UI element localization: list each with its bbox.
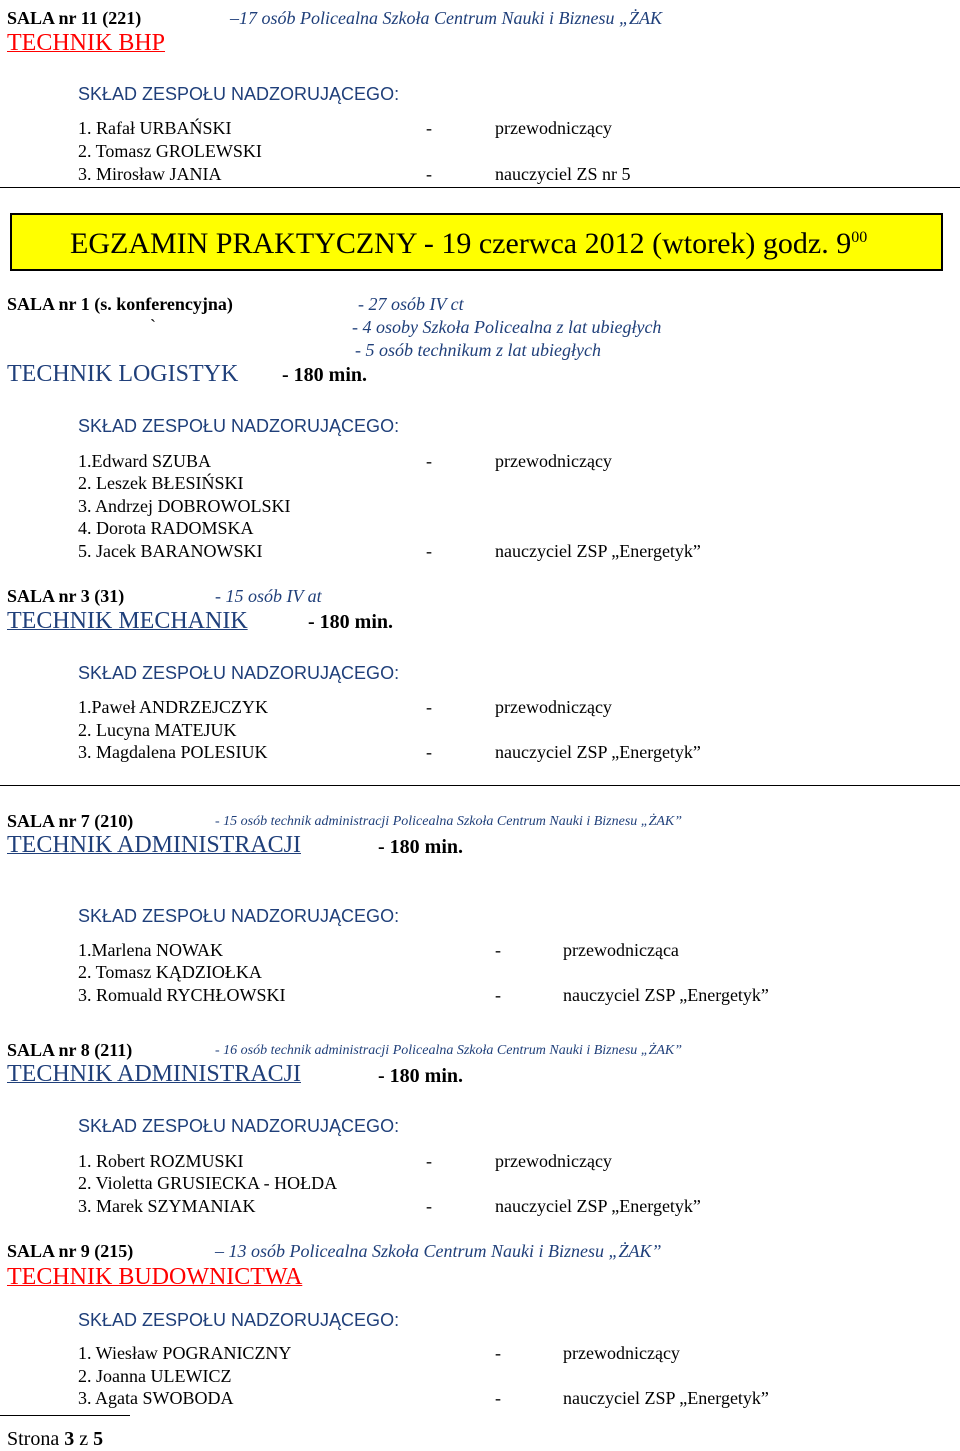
sala-7-note: - 15 osób technik administracji Policealna Szkoła Centrum Nauki i Biznesu „ŻAK” [215, 814, 683, 829]
member-role: nauczyciel ZS nr 5 [495, 164, 631, 184]
footer-divider [0, 1415, 130, 1416]
duration: - 180 min. [378, 836, 463, 858]
duration: - 180 min. [308, 611, 393, 633]
sala-11-title: SALA nr 11 (221) [7, 8, 142, 28]
member-name: 3. Andrzej DOBROWOLSKI [78, 496, 291, 516]
member-dash: - [426, 541, 432, 561]
member-dash: - [495, 1388, 501, 1408]
member-role: przewodniczący [563, 1343, 680, 1363]
member-role: nauczyciel ZSP „Energetyk” [495, 541, 701, 561]
duration: - 180 min. [378, 1065, 463, 1087]
member-dash: - [426, 697, 432, 717]
sklad-heading: SKŁAD ZESPOŁU NADZORUJĄCEGO: [78, 906, 400, 926]
sklad-heading: SKŁAD ZESPOŁU NADZORUJĄCEGO: [78, 416, 400, 436]
member-role: przewodniczący [495, 697, 612, 717]
sklad-heading: SKŁAD ZESPOŁU NADZORUJĄCEGO: [78, 84, 400, 104]
member-name: 3. Magdalena POLESIUK [78, 742, 268, 762]
member-dash: - [495, 940, 501, 960]
member-name: 2. Tomasz KĄDZIOŁKA [78, 962, 262, 982]
sala-1-note: - 5 osób technikum z lat ubiegłych [355, 340, 601, 360]
member-name: 1.Marlena NOWAK [78, 940, 223, 960]
member-dash: - [426, 451, 432, 471]
divider [0, 785, 960, 786]
member-dash: - [495, 985, 501, 1005]
duration: - 180 min. [282, 364, 367, 386]
exam-banner [10, 213, 943, 271]
sala-7-title: SALA nr 7 (210) [7, 811, 134, 831]
member-name: 1.Edward SZUBA [78, 451, 211, 471]
page-total: 5 [93, 1428, 104, 1450]
member-role: przewodniczący [495, 1151, 612, 1171]
member-dash: - [426, 164, 432, 184]
sklad-heading: SKŁAD ZESPOŁU NADZORUJĄCEGO: [78, 1116, 400, 1136]
member-role: przewodnicząca [563, 940, 679, 960]
member-role: przewodniczący [495, 451, 612, 471]
technik-administracji-title: TECHNIK ADMINISTRACJI [7, 1061, 301, 1087]
technik-logistyk-title: TECHNIK LOGISTYK [7, 361, 239, 387]
member-name: 2. Lucyna MATEJUK [78, 720, 237, 740]
member-dash: - [426, 118, 432, 138]
member-role: nauczyciel ZSP „Energetyk” [563, 1388, 769, 1408]
sala-1-note: - 27 osób IV ct [358, 294, 464, 314]
member-name: 3. Mirosław JANIA [78, 164, 222, 184]
member-role: przewodniczący [495, 118, 612, 138]
page-number [7, 1428, 103, 1451]
member-dash: - [426, 1151, 432, 1171]
member-name: 1. Rafał URBAŃSKI [78, 118, 232, 138]
exam-banner-text [70, 227, 867, 261]
member-name: 3. Marek SZYMANIAK [78, 1196, 256, 1216]
member-name: 2. Leszek BŁESIŃSKI [78, 473, 244, 493]
member-name: 2. Tomasz GROLEWSKI [78, 141, 262, 161]
sala-9-title: SALA nr 9 (215) [7, 1241, 134, 1261]
exam-banner-superscript: 00 [851, 229, 868, 246]
page-prefix: Strona [7, 1428, 65, 1450]
sklad-heading: SKŁAD ZESPOŁU NADZORUJĄCEGO: [78, 1310, 400, 1330]
member-name: 2. Joanna ULEWICZ [78, 1366, 232, 1386]
page-current: 3 [64, 1428, 75, 1450]
sala-11-note: –17 osób Policealna Szkoła Centrum Nauki i Biznesu „ŻAK [230, 8, 662, 28]
technik-administracji-title: TECHNIK ADMINISTRACJI [7, 832, 301, 858]
member-name: 4. Dorota RADOMSKA [78, 518, 254, 538]
sala-9-note: – 13 osób Policealna Szkoła Centrum Nauki i Biznesu „ŻAK” [215, 1241, 662, 1261]
sklad-heading: SKŁAD ZESPOŁU NADZORUJĄCEGO: [78, 663, 400, 683]
sala-3-note: - 15 osób IV at [215, 586, 322, 606]
exam-banner-main: EGZAMIN PRAKTYCZNY - 19 czerwca 2012 (wtorek) godz. 9 [70, 227, 852, 260]
sala-8-title: SALA nr 8 (211) [7, 1040, 133, 1060]
member-name: 1.Paweł ANDRZEJCZYK [78, 697, 268, 717]
member-name: 3. Romuald RYCHŁOWSKI [78, 985, 286, 1005]
divider [0, 187, 960, 188]
sala-1-note: - 4 osoby Szkoła Policealna z lat ubiegłych [352, 317, 662, 337]
member-name: 2. Violetta GRUSIECKA - HOŁDA [78, 1173, 338, 1193]
member-role: nauczyciel ZSP „Energetyk” [563, 985, 769, 1005]
member-role: nauczyciel ZSP „Energetyk” [495, 742, 701, 762]
member-name: 5. Jacek BARANOWSKI [78, 541, 263, 561]
page-mid: z [74, 1428, 94, 1450]
member-dash: - [426, 1196, 432, 1216]
sala-1-title: SALA nr 1 (s. konferencyjna) [7, 294, 233, 314]
technik-budownictwa-title: TECHNIK BUDOWNICTWA [7, 1264, 303, 1290]
member-name: 1. Robert ROZMUSKI [78, 1151, 244, 1171]
member-name: 3. Agata SWOBODA [78, 1388, 234, 1408]
member-dash: - [426, 742, 432, 762]
member-name: 1. Wiesław POGRANICZNY [78, 1343, 292, 1363]
member-role: nauczyciel ZSP „Energetyk” [495, 1196, 701, 1216]
technik-mechanik-title: TECHNIK MECHANIK [7, 608, 248, 634]
technik-bhp-title: TECHNIK BHP [7, 30, 166, 56]
stray-mark: ` [150, 316, 156, 336]
sala-3-title: SALA nr 3 (31) [7, 586, 125, 606]
sala-8-note: - 16 osób technik administracji Policealna Szkoła Centrum Nauki i Biznesu „ŻAK” [215, 1043, 683, 1058]
member-dash: - [495, 1343, 501, 1363]
